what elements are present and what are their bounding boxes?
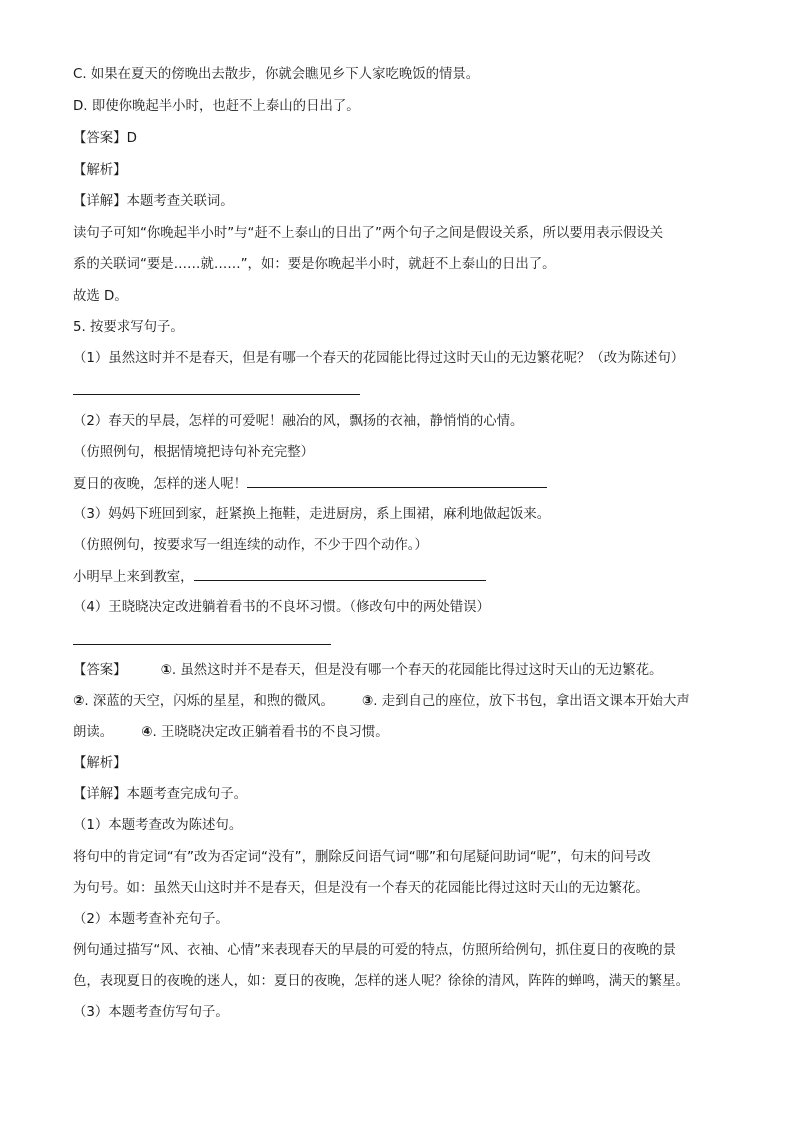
- q5-sub1-text-1: 将句中的肯定词“有”改为否定词“没有”，删除反问语气词“哪”和句尾疑问助词“呢”，句末的问号改: [73, 850, 651, 865]
- explain-line-2: 系的关联词“要是……就……”，如：要是你晚起半小时，就赶不上泰山的日出了。: [73, 257, 556, 272]
- q5-item2-prompt-line: [73, 475, 547, 494]
- q5-item3-prompt-line: [73, 568, 486, 587]
- answer-3a: . 走到自己的座位，放下书包，拿出语文课本开始大声: [373, 694, 690, 709]
- q5-item2-prompt: 夏日的夜晚，怎样的迷人呢！: [73, 477, 248, 492]
- conclusion: 故选 D。: [73, 289, 128, 304]
- answer-blank-2[interactable]: [247, 475, 547, 488]
- q5-item2: （2）春天的早晨，怎样的可爱呢！融冶的风，飘扬的衣袖，静悄悄的心情。: [73, 414, 524, 429]
- q5-sub2-text-1: 例句通过描写“风、衣袖、心情”来表现春天的早晨的可爱的特点，仿照所给例句，抓住夏日的夜晚的景: [73, 943, 677, 958]
- answer-blank-3[interactable]: [194, 568, 486, 581]
- q5-answer-line-2: [73, 693, 690, 711]
- q5-answer-line-3: [73, 724, 389, 742]
- q5-title: 5. 按要求写句子。: [73, 320, 184, 335]
- explain-line-1: 读句子可知“你晚起半小时”与“赶不上泰山的日出了”两个句子之间是假设关系，所以要用表示假设关: [73, 226, 664, 241]
- q5-sub2-text-2: 色，表现夏日的夜晚的迷人，如：夏日的夜晚，怎样的迷人呢？徐徐的清风，阵阵的蝉鸣，满天的繁星。: [73, 974, 689, 989]
- answer-4: . 王晓晓决定改正躺着看书的不良习惯。: [152, 725, 389, 740]
- option-d: D. 即使你晚起半小时，也赶不上泰山的日出了。: [73, 99, 360, 114]
- q5-detail-label: 【详解】: [73, 787, 127, 802]
- q5-item4: （4）王晓晓决定改进躺着看书的不良坏习惯。（修改句中的两处错误）: [73, 600, 490, 615]
- q5-detail-line: [73, 786, 247, 804]
- q5-item3: （3）妈妈下班回到家，赶紧换上拖鞋，走进厨房，系上围裙，麻利地做起饭来。: [73, 507, 551, 522]
- answer-label: 【答案】: [73, 131, 127, 146]
- q5-analysis-label: 【解析】: [73, 756, 127, 771]
- q5-item3-prompt: 小明早上来到教室，: [73, 570, 194, 585]
- answer-line: [73, 130, 137, 148]
- answer-mark-4: ④: [141, 725, 153, 740]
- answer-value: D: [126, 131, 137, 146]
- q5-answer-line-1: [73, 662, 662, 680]
- q5-answer-label: 【答案】: [73, 663, 127, 678]
- analysis-label: 【解析】: [73, 163, 127, 178]
- q5-detail-text: 本题考查完成句子。: [126, 787, 248, 802]
- answer-mark-3: ③: [361, 694, 374, 709]
- answer-3b: 朗读。: [73, 725, 114, 740]
- answer-mark-2: ②: [73, 694, 85, 709]
- option-c: C. 如果在夏天的傍晚出去散步，你就会瞧见乡下人家吃晚饭的情景。: [73, 67, 480, 82]
- q5-sub1-text-2: 为句号。如：虽然天山这时并不是春天，但是没有一个春天的花园能比得过这时天山的无边繁花。: [73, 881, 649, 896]
- q5-sub3: （3）本题考查仿写句子。: [73, 1005, 229, 1020]
- q5-sub2: （2）本题考查补充句子。: [73, 912, 229, 927]
- q5-item3-note: （仿照例句，按要求写一组连续的动作，不少于四个动作。）: [73, 538, 428, 553]
- q5-item2-note: （仿照例句，根据情境把诗句补充完整）: [73, 445, 315, 460]
- answer-mark-1: ①: [160, 663, 172, 678]
- detail-label: 【详解】: [73, 194, 127, 209]
- answer-blank-4[interactable]: [73, 644, 331, 645]
- answer-blank-1[interactable]: [73, 394, 360, 395]
- q5-item1: （1）虽然这时并不是春天，但是有哪一个春天的花园能比得过这时天山的无边繁花呢？（改为陈述句）: [73, 351, 685, 366]
- answer-2: . 深蓝的天空，闪烁的星星，和煦的微风。: [84, 694, 334, 709]
- detail-text: 本题考查关联词。: [126, 194, 234, 209]
- answer-1: . 虽然这时并不是春天，但是没有哪一个春天的花园能比得过这时天山的无边繁花。: [171, 663, 663, 678]
- detail-line: [73, 193, 234, 211]
- q5-sub1: （1）本题考查改为陈述句。: [73, 818, 243, 833]
